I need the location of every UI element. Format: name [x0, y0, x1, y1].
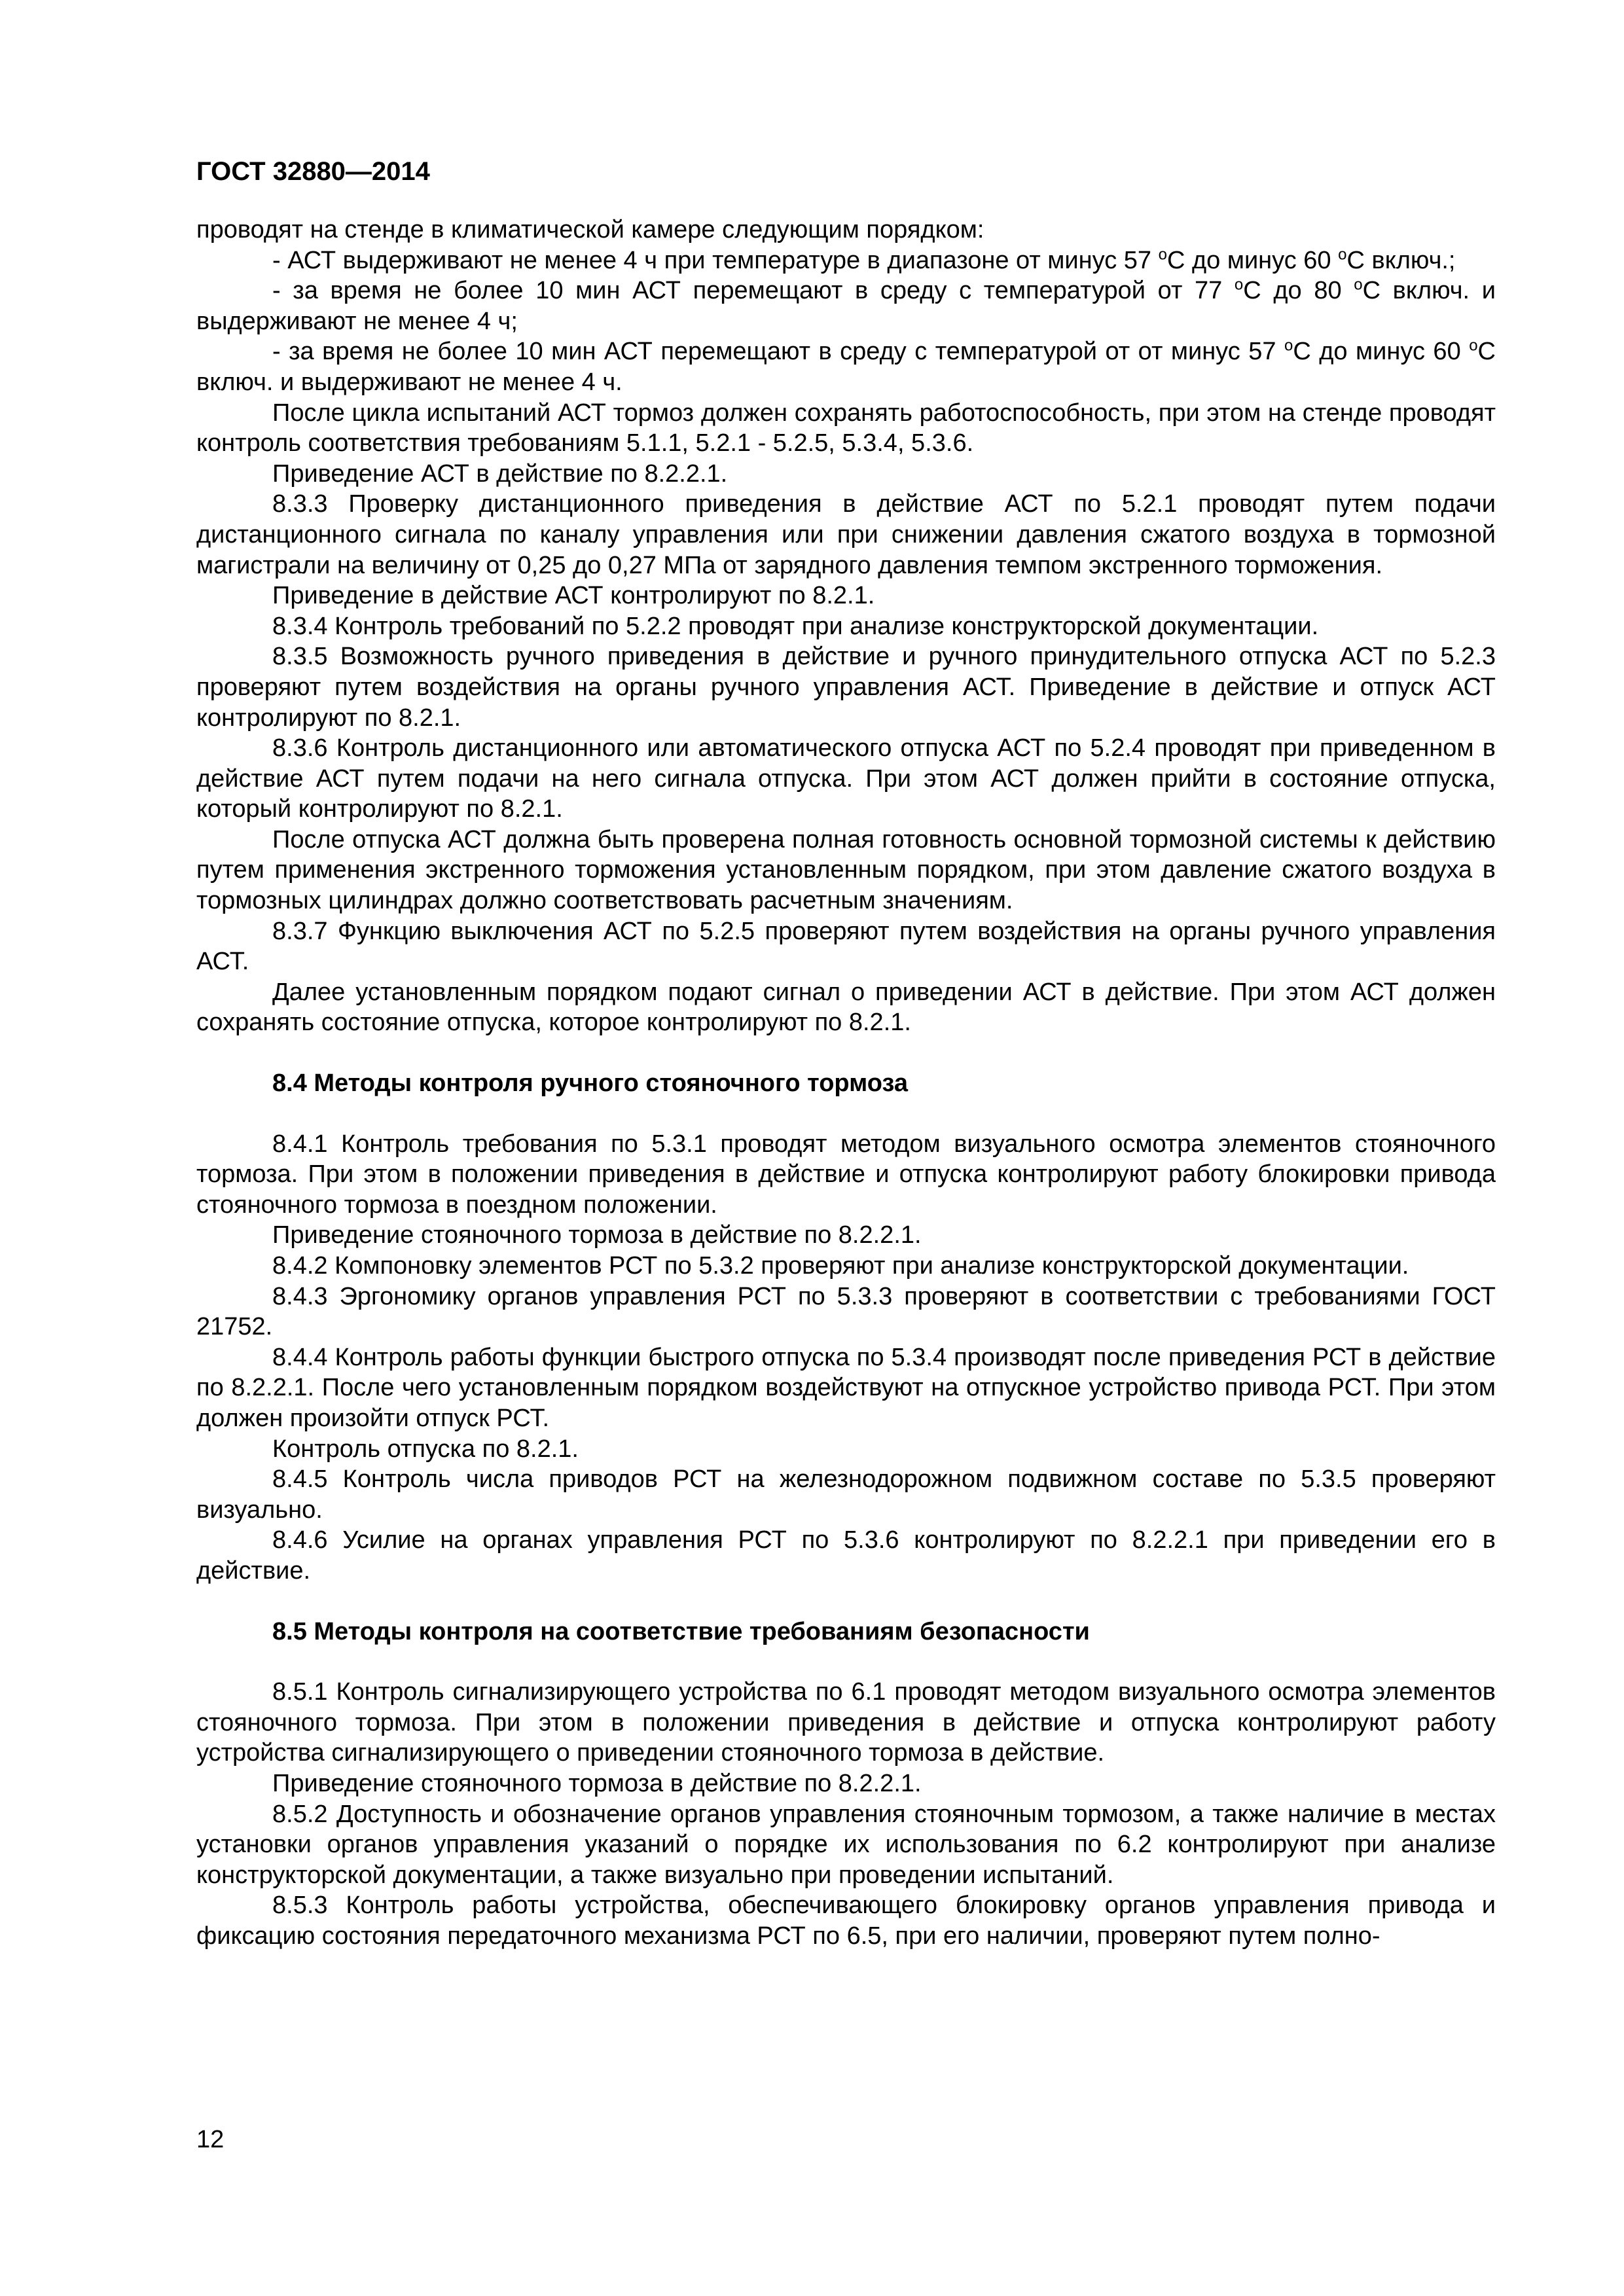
paragraph: 8.5.3 Контроль работы устройства, обеспечивающего блокировку органов управления привода и фиксацию состояния передаточного механизма РСТ по 6.5, при его наличии, проверяют путем полно- [196, 1892, 1496, 1950]
text-run: С включ.; [1346, 246, 1456, 274]
paragraph: 8.5.1 Контроль сигнализирующего устройства по 6.1 проводят методом визуального осмотра элементов стояночного тормоза. При этом в положении приведения в действие и отпуска контролируют работу устройства сигнализирующего о приведении стояночного тормоза в действие. [196, 1678, 1496, 1767]
paragraph: 8.3.7 Функцию выключения АСТ по 5.2.5 проверяют путем воздействия на органы ручного управления АСТ. [196, 917, 1496, 976]
document-body [196, 215, 1496, 1951]
text-run: С до минус 60 [1293, 338, 1470, 366]
paragraph: 8.4.5 Контроль числа приводов РСТ на железнодорожном подвижном составе по 5.3.5 проверяют визуально. [196, 1465, 1496, 1524]
section-heading: 8.4 Методы контроля ручного стояночного тормоза [272, 1069, 908, 1098]
paragraph: 8.4.3 Эргономику органов управления РСТ по 5.3.3 проверяют в соответствии с требованиями ГОСТ 21752. [196, 1282, 1496, 1341]
paragraph: Контроль отпуска по 8.2.1. [272, 1435, 579, 1463]
paragraph: 8.3.5 Возможность ручного приведения в действие и ручного принудительного отпуска АСТ по 5.2.3 проверяют путем воздействия на органы ручного управления АСТ. Приведение в действие и отпуск АСТ контролируют по 8.2.1. [196, 643, 1496, 732]
paragraph: 8.4.1 Контроль требования по 5.3.1 проводят методом визуального осмотра элементов стояночного тормоза. При этом в положении приведения в действие и отпуска контролируют работу блокировки привода стояночного тормоза в поездном положении. [196, 1130, 1496, 1219]
section-heading: 8.5 Методы контроля на соответствие требованиям безопасности [272, 1617, 1090, 1645]
paragraph: 8.3.6 Контроль дистанционного или автоматического отпуска АСТ по 5.2.4 проводят при приведенном в действие АСТ путем подачи на него сигнала отпуска. При этом АСТ должен прийти в состояние отпуска, который контролируют по 8.2.1. [196, 734, 1496, 823]
paragraph: 8.3.3 Проверку дистанционного приведения в действие АСТ по 5.2.1 проводят путем подачи дистанционного сигнала по каналу управления или при снижении давления сжатого воздуха в тормозной магистрали на величину от 0,25 до 0,27 МПа от зарядного давления темпом экстренного торможения. [196, 490, 1496, 579]
paragraph: После отпуска АСТ должна быть проверена полная готовность основной тормозной системы к действию путем применения экстренного торможения установленным порядком, при этом давление сжатого воздуха в тормозных цилиндрах должно соответствовать расчетным значениям. [196, 825, 1496, 915]
text-run: - за время не более 10 мин АСТ перемещают в среду с температурой от от минус 57 [272, 338, 1284, 366]
paragraph: 8.4.2 Компоновку элементов РСТ по 5.3.2 проверяют при анализе конструкторской документации. [272, 1252, 1409, 1280]
degree-superscript: o [1158, 245, 1167, 263]
text-run: С до 80 [1243, 277, 1354, 305]
paragraph: проводят на стенде в климатической камере следующим порядком: [196, 216, 984, 243]
degree-superscript: o [1234, 276, 1244, 294]
text-run: - АСТ выдерживают не менее 4 ч при температуре в диапазоне от минус 57 [272, 246, 1159, 274]
paragraph: 8.3.4 Контроль требований по 5.2.2 проводят при анализе конструкторской документации. [272, 612, 1319, 640]
degree-superscript: o [1338, 245, 1347, 263]
degree-superscript: o [1469, 336, 1478, 355]
text-run: - за время не более 10 мин АСТ перемещают в среду с температурой от 77 [272, 277, 1235, 305]
text-run: С до минус 60 [1166, 246, 1339, 274]
paragraph: Приведение в действие АСТ контролируют по 8.2.1. [272, 582, 875, 610]
text-run: С включ. и выдерживают не менее 4 ч; [196, 277, 1496, 335]
page-number: 12 [196, 2126, 225, 2153]
paragraph [196, 276, 1496, 336]
paragraph: Приведение стояночного тормоза в действие по 8.2.2.1. [272, 1221, 922, 1249]
document-header: ГОСТ 32880—2014 [196, 157, 430, 186]
paragraph: Приведение стояночного тормоза в действие по 8.2.2.1. [272, 1769, 922, 1797]
degree-superscript: o [1354, 276, 1363, 294]
paragraph [196, 336, 1496, 397]
paragraph [196, 245, 1496, 276]
paragraph: После цикла испытаний АСТ тормоз должен сохранять работоспособность, при этом на стенде проводят контроль соответствия требованиям 5.1.1, 5.2.1 - 5.2.5, 5.3.4, 5.3.6. [196, 399, 1496, 457]
degree-superscript: o [1284, 336, 1293, 355]
paragraph: Приведение АСТ в действие по 8.2.2.1. [272, 459, 728, 488]
paragraph: 8.4.6 Усилие на органах управления РСТ по 5.3.6 контролируют по 8.2.2.1 при приведении его в действие. [196, 1526, 1496, 1585]
text-run: С включ. и выдерживают не менее 4 ч. [196, 338, 1496, 396]
paragraph: Далее установленным порядком подают сигнал о приведении АСТ в действие. При этом АСТ должен сохранять состояние отпуска, которое контролируют по 8.2.1. [196, 978, 1496, 1037]
paragraph: 8.5.2 Доступность и обозначение органов управления стояночным тормозом, а также наличие в местах установки органов управления указаний о порядке их использования по 6.2 контролируют при анализе конструкторской документации, а также визуально при проведении испытаний. [196, 1800, 1496, 1889]
paragraph: 8.4.4 Контроль работы функции быстрого отпуска по 5.3.4 производят после приведения РСТ в действие по 8.2.2.1. После чего установленным порядком воздействуют на отпускное устройство привода РСТ. При этом должен произойти отпуск РСТ. [196, 1343, 1496, 1432]
